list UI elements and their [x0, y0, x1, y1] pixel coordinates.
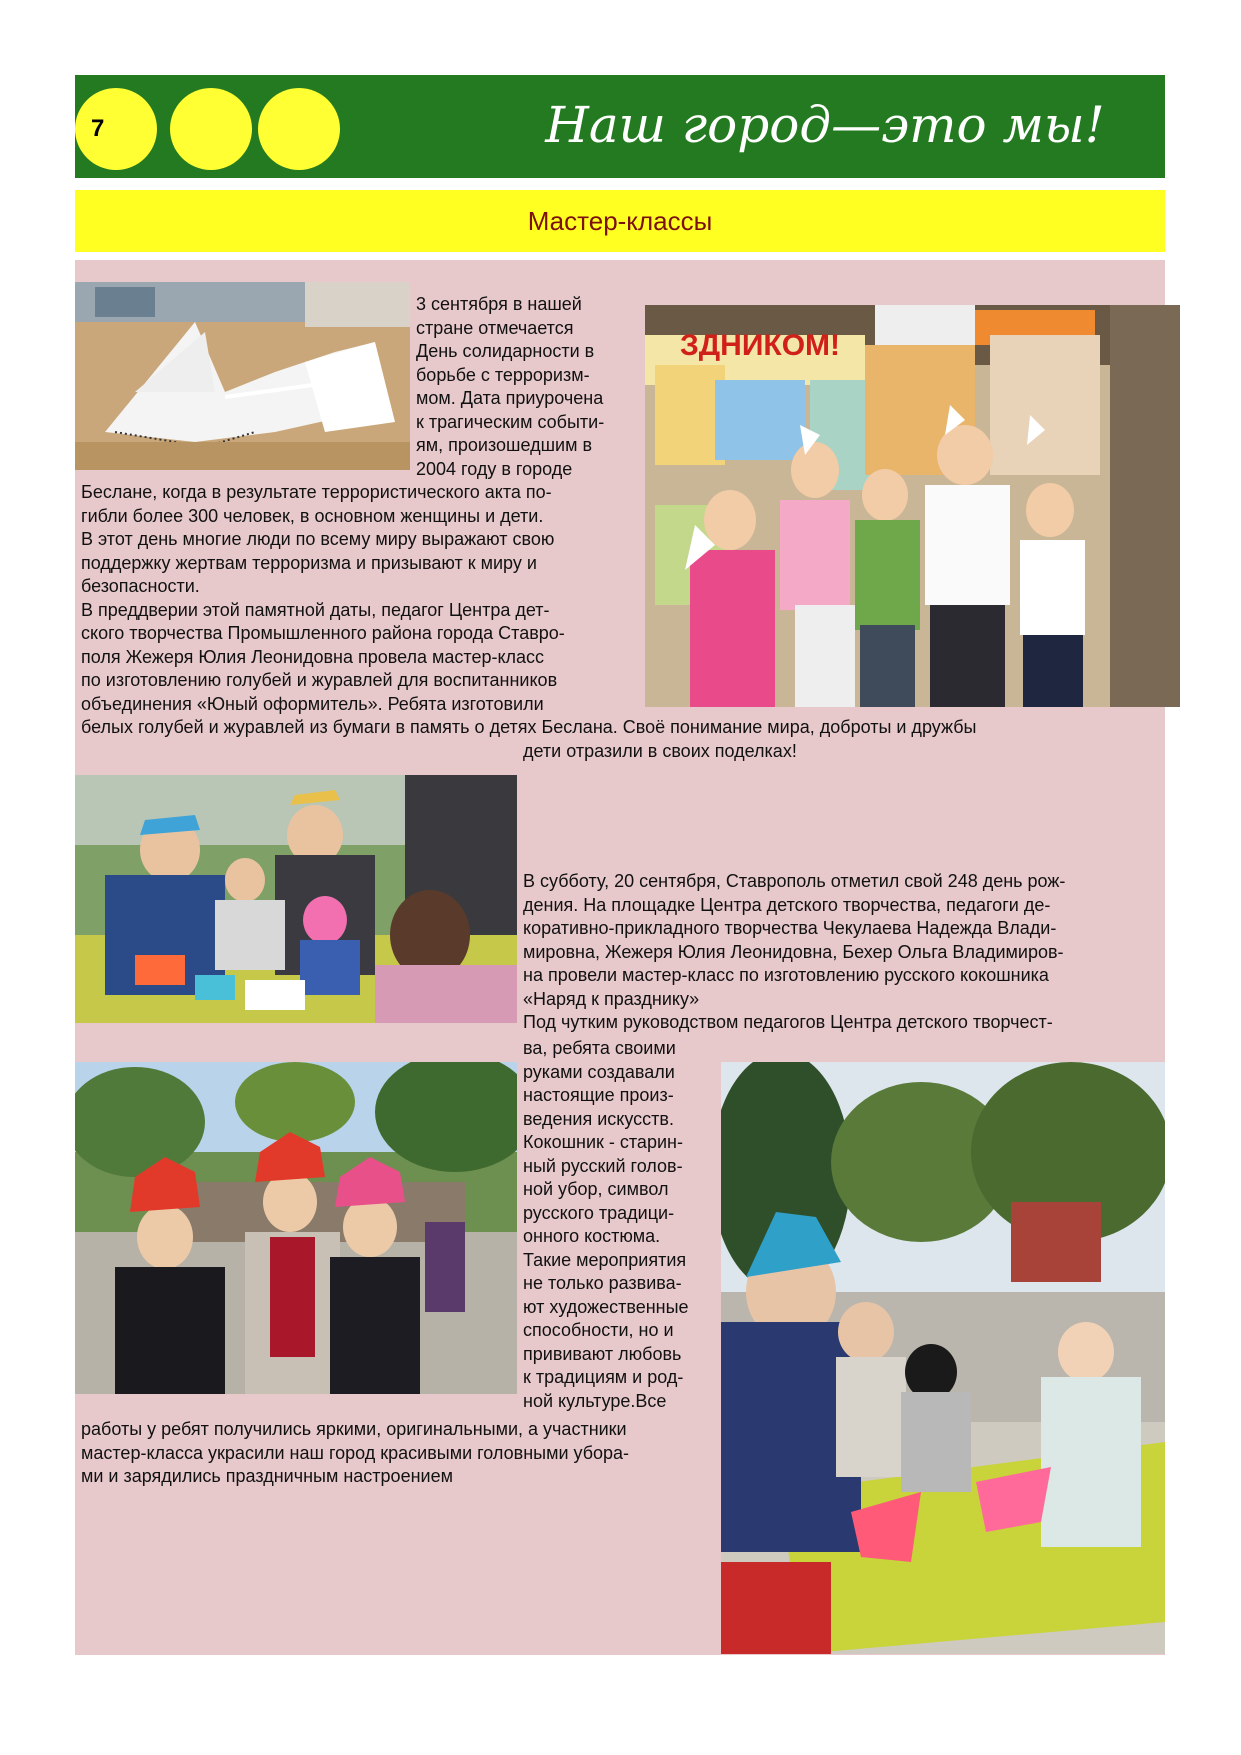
- article1-body: Беслане, когда в результате террористического акта по- гибли более 300 человек, в основном женщины и дети. В этот день многие люди по всему миру выражают свою поддержку жертвам терроризма и призывают к миру и безопасности. В преддверии этой памятной даты, педагог Центра дет- ского творчества Промышленного района города Ставро- поля Жежеря Юлия Леонидовна провела мастер-класс по изготовлению голубей и журавлей для воспитанников объединения «Юный оформитель». Ребята изготовили: [81, 482, 565, 714]
- photo-paper-cranes: [75, 282, 410, 470]
- decorative-circle: [170, 88, 252, 170]
- article1-last-line: дети отразили в своих поделках!: [523, 741, 797, 761]
- article2-narrow-column: ва, ребята своими руками создавали настоящие произ- ведения искусств. Кокошник - старин- ный русский голов- ной убор, символ русского традици- онного костюма. Такие мероприятия не только развива- ют художественные способности, но и прививают любовь к традициям и род- ной культуре.Все: [523, 1038, 689, 1411]
- page-header: [75, 75, 1165, 178]
- article2-ending: работы у ребят получились яркими, оригинальными, а участники мастер-класса украсили наш город красивыми головными убора- ми и зарядились праздничным настроением: [81, 1419, 630, 1486]
- newspaper-title: Наш город—это мы!: [545, 96, 1105, 154]
- page-number-circle: [75, 88, 157, 170]
- photo-kokoshnik-workshop-table: [75, 775, 517, 1023]
- poster-text: ЗДНИКОМ!: [680, 329, 841, 362]
- article1-wide-line: белых голубей и журавлей из бумаги в память о детях Беслана. Своё понимание мира, доброты и дружбы: [81, 717, 977, 737]
- article2-intro: В субботу, 20 сентября, Ставрополь отметил свой 248 день рож- дения. На площадке Центра детского творчества, педагоги де- коративно-прикладного творчества Чекулаева Надежда Влади- мировна, Жежеря Юлия Леонидовна, Бехер Ольга Владимиров- на провели мастер-класс по изготовлению русского кокошника «Наряд к празднику» Под чутким руководством педагогов Центра детского творчест-: [523, 871, 1066, 1032]
- article1-column-text: 3 сентября в нашей стране отмечается День солидарности в борьбе с терроризм- мом. Дата приурочена к трагическим событи- ям, произошедшим в 2004 году в городе: [416, 294, 605, 479]
- photo-children-with-doves: [645, 305, 1180, 707]
- section-title: Мастер-классы: [75, 190, 1165, 252]
- decorative-circle: [258, 88, 340, 170]
- photo-girls-in-kokoshniks: [75, 1062, 517, 1394]
- photo-festival-craft-table: [721, 1062, 1165, 1654]
- page-number: 7: [91, 115, 105, 142]
